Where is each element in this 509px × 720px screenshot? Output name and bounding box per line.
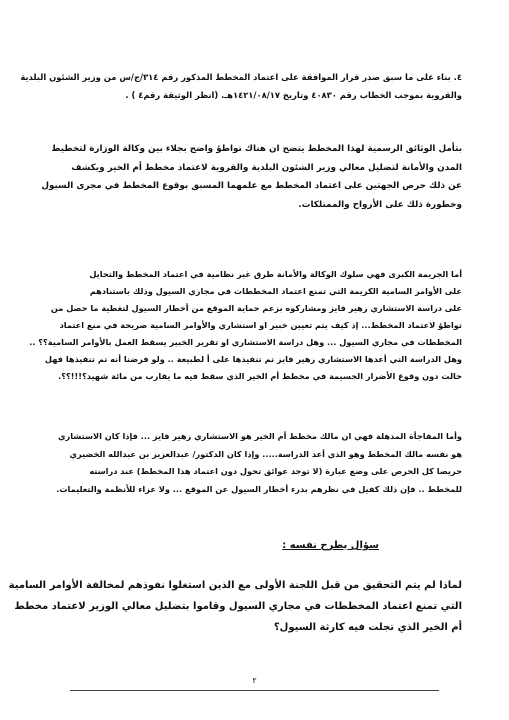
text-line: بتأمل الوثائق الرسمية لهذا المخطط يتضح ان هناك تواطؤ واضح بجلاء بين وكالة الوزارة لتخطيط	[51, 144, 462, 154]
text-line: على دراسة الاستشاري زهير فايز ومشاركوه بزعم حماية الموقع من أخطار السيول لتغطية ما حصل من	[50, 303, 462, 313]
surprise-paragraph	[58, 428, 462, 498]
text-line: المخططات في مجاري السيول ... وهل دراسة الاستشاري او تقرير الخبير يسقط العمل بالأوامر السامية؟؟ ..	[29, 337, 462, 347]
text-line: عن ذلك حرص الجهتين على اعتماد المخطط مع علمهما المسبق بوقوع المخطط في مجرى السيول	[41, 181, 462, 191]
item-4-paragraph	[20, 68, 462, 104]
footer-divider	[70, 690, 439, 691]
documents-paragraph	[41, 140, 462, 214]
text-line: حريصا كل الحرص على وضع عبارة (لا توجد عوائق تحول دون اعتماد هذا المخطط) عند دراسته	[89, 466, 462, 476]
text-line: تواطؤ لاعتماد المخطط... إذ كيف يتم تعيين خبير او استشاري والأوامر السامية صريحة في منع اعتماد	[59, 320, 462, 330]
text-line: للمخطط .. فإن ذلك كفيل في نظرهم بدرء أخطار السيول عن الموقع ... ولا عزاء للأنظمة والتعليمات.	[56, 483, 462, 494]
question-heading: سؤال يطرح نفسه :	[282, 540, 379, 551]
text-line: أم الخير الذي تجلت فيه كارثة السيول؟	[273, 622, 462, 633]
text-line: أما الجريمة الكبرى فهي سلوك الوكالة والأمانة طرق غير نظامية في اعتماد المخطط والتحايل	[89, 269, 462, 279]
text-line: حالت دون وقوع الأضرار الجسيمة في مخطط أم الخير الذي سقط فيه ما يقارب من مائة شهيد؟!!!؟؟.	[58, 371, 462, 381]
question-paragraph	[8, 575, 462, 638]
text-line: وهل الدراسة التي أعدها الاستشاري زهير فايز تم تنفيذها على أ لطبيعة .. ولو فرضنا أنه تم تنفيذها فهل	[44, 354, 462, 364]
text-line: التي تمنع اعتماد المخططات في مجاري السيول وقاموا بتضليل معالي الوزير لاعتماد مخطط	[14, 601, 462, 612]
text-line: وأما المفاجأة المذهلة فهي ان مالك مخطط أم الخير هو الاستشاري زهير فايز ... فإذا كان الاستشاري	[58, 431, 462, 441]
text-line: على الأوامر السامية الكريمة التي تمنع اعتماد المخططات في مجاري السيول وذلك باستنادهم	[89, 286, 462, 296]
text-line: والقروية بموجب الخطاب رقم ٤٠٨٣٠ وتاريخ ١٤٢١/٠٨/١٧هـ. (انظر الوثيقة رقم٤ ) .	[125, 90, 462, 100]
text-line: لماذا لم يتم التحقيق من قبل اللجنة الأولى مع الذين استغلوا نفوذهم لمخالفة الأوامر السامية	[8, 580, 462, 591]
text-line: هو نفسه مالك المخطط وهو الذي أعد الدراسة..... وإذا كان الدكتور/ عبدالعزيز بن عبدالله الخضيري	[69, 448, 462, 459]
page-number: ٢	[252, 676, 257, 685]
text-line: المدن والأمانة لتضليل معالي وزير الشئون البلدية والقروية لاعتماد مخطط أم الخير ويكشف	[71, 162, 462, 173]
text-line: وخطورة ذلك على الأرواح والممتلكات.	[298, 199, 462, 210]
crime-paragraph	[29, 266, 462, 385]
text-line: ٤. بناء على ما سبق صدر قرار الموافقة على اعتماد المخطط المذكور رقم ٣١٤/ج/س من وزير الشئون البلدية	[20, 72, 462, 82]
